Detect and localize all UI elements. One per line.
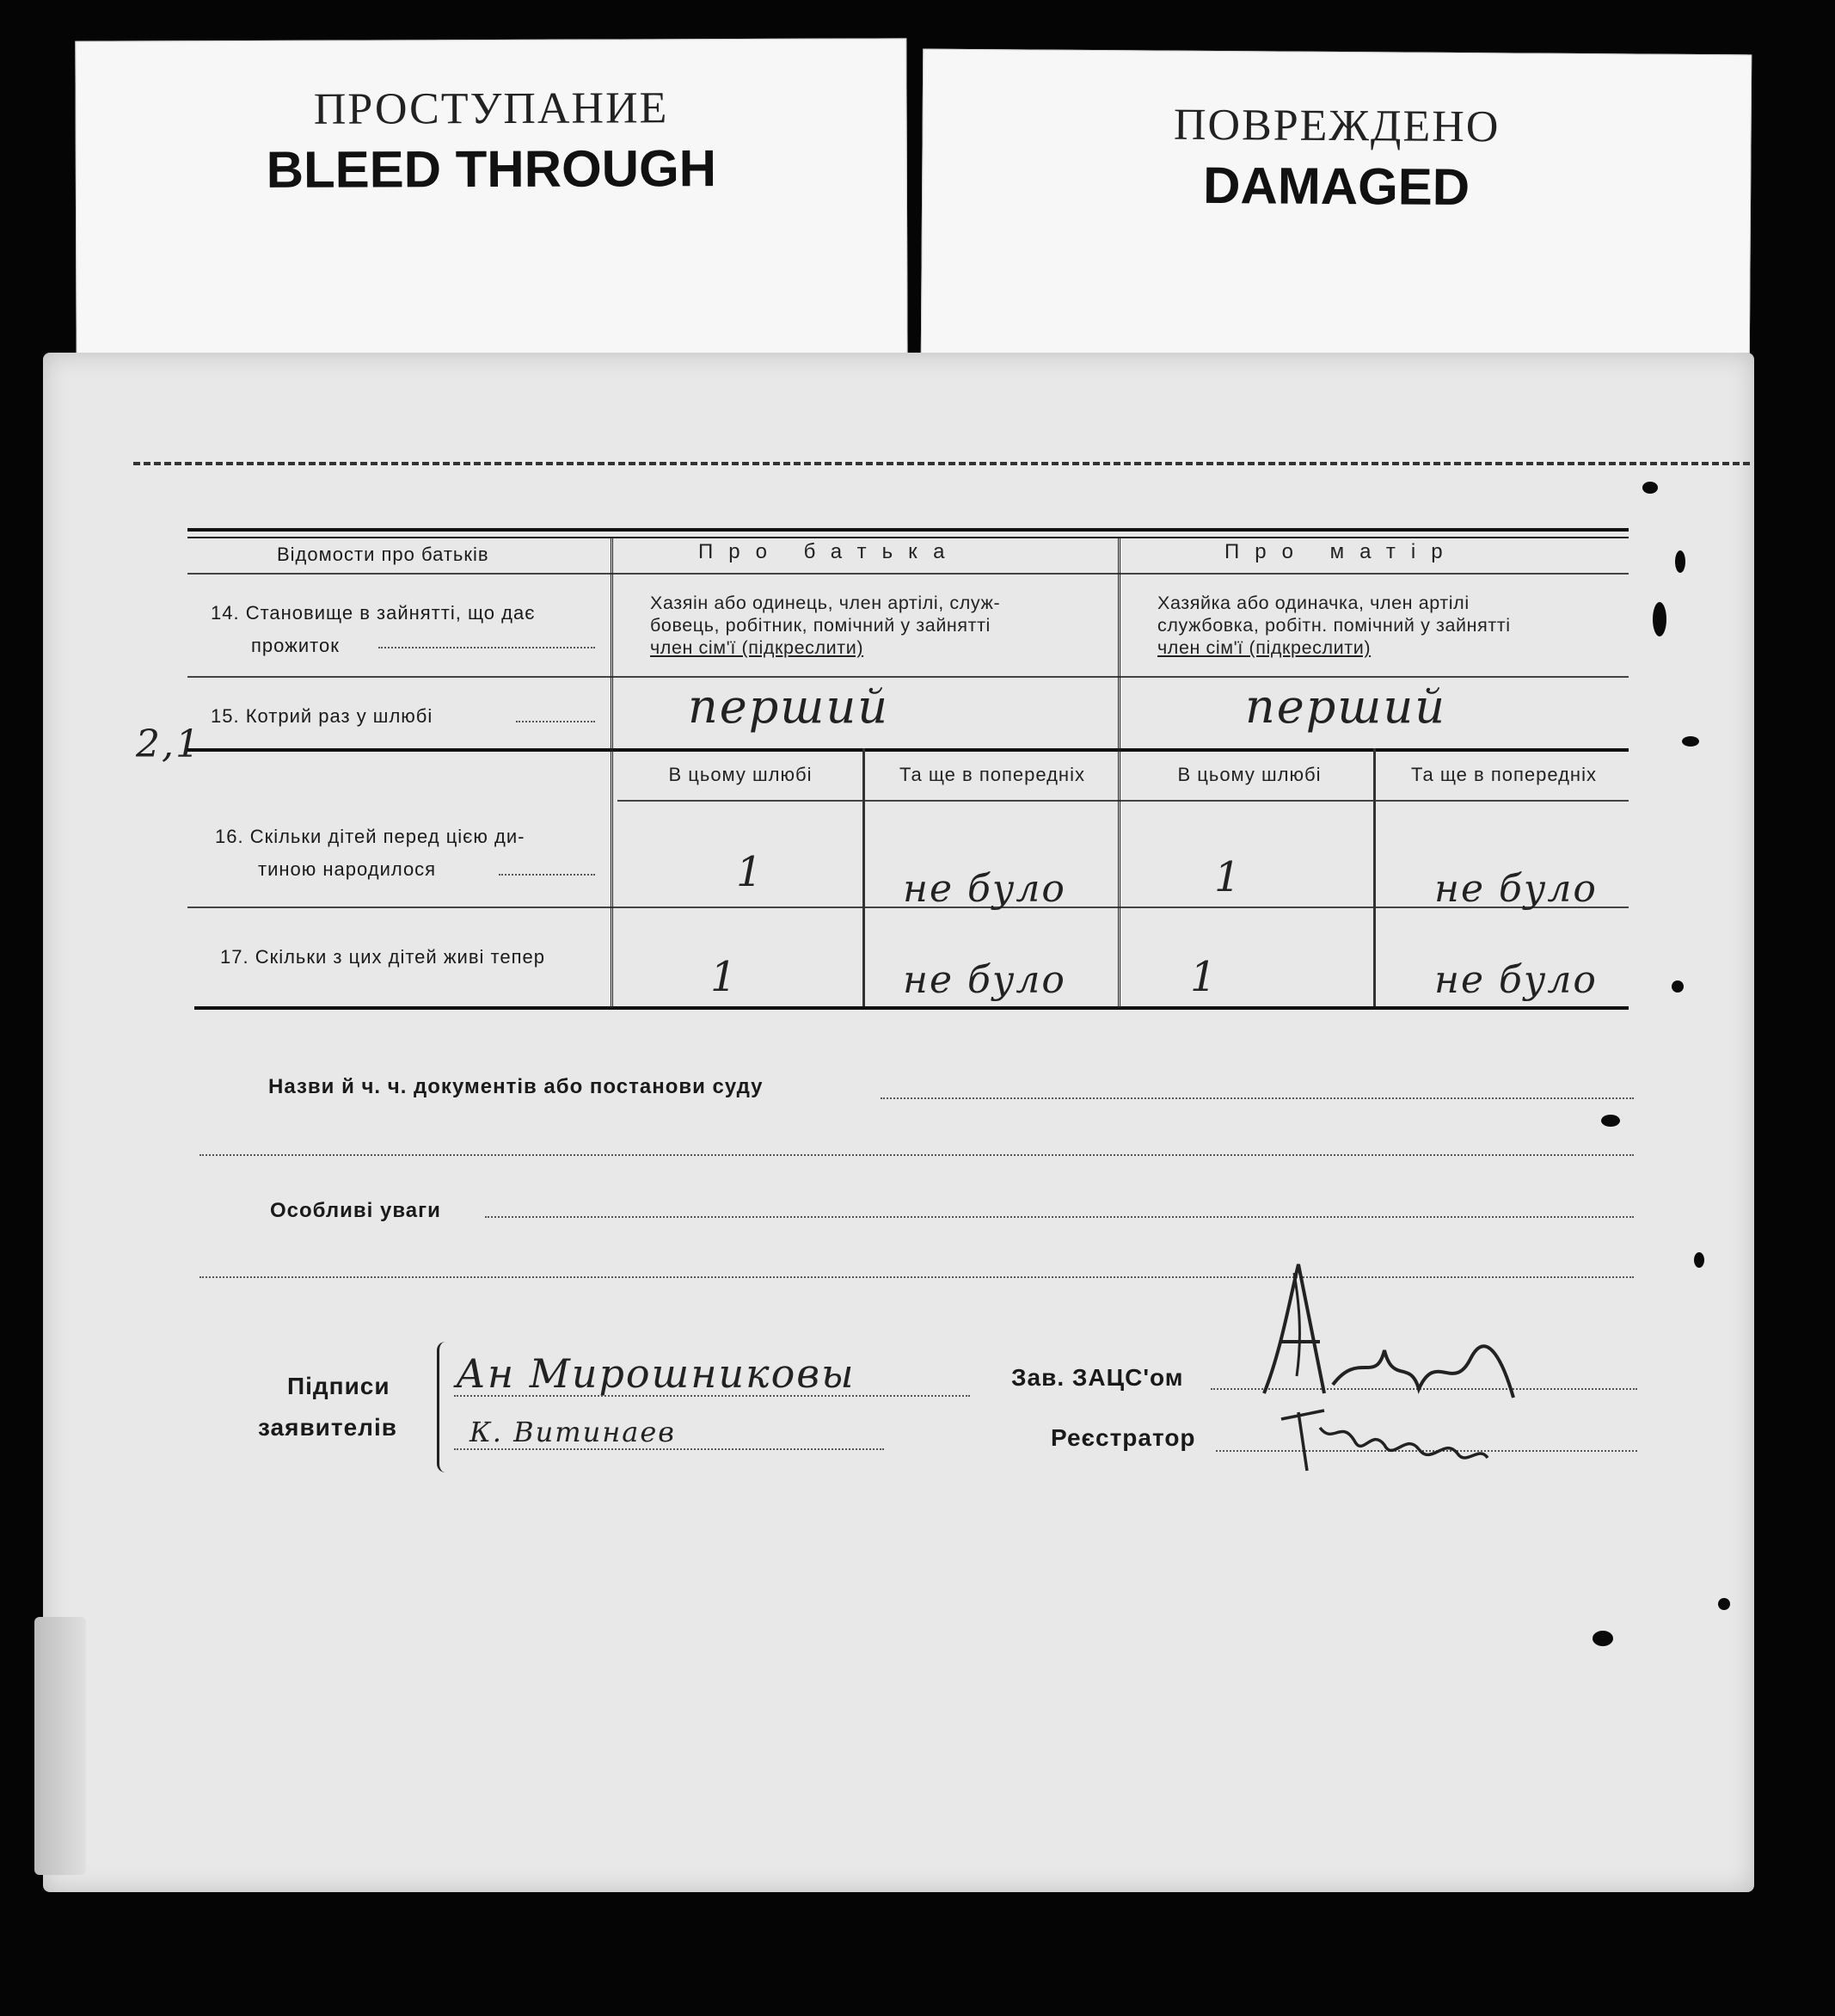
perforation-line: [133, 462, 1750, 465]
table-top-rule: [187, 528, 1629, 532]
damaged-en: DAMAGED: [1202, 156, 1470, 217]
damage-blot: [1718, 1598, 1730, 1610]
row16-leader: [499, 874, 595, 876]
row15-label: 15. Котрий раз у шлюбі: [211, 705, 433, 727]
row14-father-opt-1: Хазяін або одинець, член артілі, служ-: [650, 593, 1001, 613]
damage-blot: [1682, 736, 1699, 747]
col-divider-father: [862, 748, 865, 1006]
row16-father-prev: не було: [903, 867, 1066, 911]
row14-rule: [187, 676, 1629, 678]
applicants-label-1: Підписи: [287, 1373, 390, 1399]
row15-father-value: перший: [688, 679, 890, 734]
row14-label-2: прожиток: [251, 635, 340, 656]
applicant2-line: [454, 1448, 884, 1450]
damaged-ru: ПОВРЕЖДЕНО: [1173, 100, 1501, 152]
row17-father-prev: не було: [903, 958, 1066, 1002]
col-father-header: Про батька: [698, 540, 960, 563]
document-sheet: [43, 353, 1754, 1892]
applicant1-line: [454, 1395, 970, 1397]
subheader-father-prev: Та ще в попередніх: [899, 764, 1085, 785]
subheader-mother-prev: Та ще в попередніх: [1411, 764, 1597, 785]
damage-blot: [1694, 1252, 1704, 1268]
row17-mother-prev: не було: [1434, 958, 1598, 1002]
registrar-signature: [1273, 1393, 1496, 1488]
bleed-through-card: [75, 38, 907, 378]
col-divider-mother: [1373, 748, 1376, 1006]
row16-mother-prev: не було: [1434, 867, 1598, 911]
col-mother-header: Про матір: [1224, 540, 1458, 563]
damage-blot: [1601, 1115, 1620, 1127]
subheader-father-this: В цьому шлюбі: [668, 764, 813, 785]
row14-label-1: 14. Становище в зайнятті, що дає: [211, 602, 536, 624]
documents-line-2: [199, 1154, 1634, 1156]
row14-mother-opt-2: службовка, робітн. помічний у зайнятті: [1157, 615, 1511, 636]
row14-mother-opt-3: член сім'ї (підкреслити): [1157, 637, 1372, 658]
margin-mark: 2,1: [136, 722, 201, 766]
header-rule: [187, 573, 1629, 575]
row14-father-opt-3: член сім'ї (підкреслити): [650, 637, 864, 658]
damage-blot: [1675, 550, 1685, 573]
documents-label: Назви й ч. ч. документів або постанови суду: [268, 1075, 764, 1098]
documents-line-1: [881, 1097, 1634, 1099]
row17-label: 17. Скільки з цих дітей живі тепер: [220, 946, 545, 968]
row16-label-1: 16. Скільки дітей перед цією ди-: [215, 826, 525, 847]
damage-blot: [1672, 980, 1684, 993]
col-divider-label: [611, 537, 617, 1008]
row16-label-2: тиною народилося: [258, 858, 437, 880]
head-label: Зав. ЗАЦС'ом: [1011, 1364, 1184, 1391]
row15-mother-value: перший: [1245, 679, 1447, 734]
subheader-mother-this: В цьому шлюбі: [1177, 764, 1322, 785]
row16-mother-this: 1: [1214, 853, 1243, 901]
applicant2-signature: К. Витинаев: [469, 1416, 676, 1448]
bleed-through-ru: ПРОСТУПАНИЕ: [313, 83, 669, 134]
row14-mother-opt-1: Хазяйка або одиначка, член артілі: [1157, 593, 1470, 613]
remarks-line-1: [485, 1216, 1634, 1218]
row17-mother-this: 1: [1190, 953, 1218, 1001]
table-bottom-rule: [194, 1006, 1629, 1010]
applicants-label-2: заявителів: [258, 1414, 397, 1441]
row15-leader: [516, 721, 595, 722]
row15-rule: [187, 748, 1629, 752]
damage-blot: [1642, 482, 1658, 494]
row14-father-opt-2: бовець, робітник, помічний у зайнятті: [650, 615, 991, 636]
damaged-card: [921, 49, 1752, 366]
row16-father-this: 1: [736, 848, 764, 896]
damage-blot: [1593, 1631, 1613, 1646]
row17-father-this: 1: [710, 953, 739, 1001]
damage-blot: [1653, 602, 1666, 636]
row14-leader: [378, 647, 595, 648]
applicant1-signature: Ан Мирошниковы: [456, 1350, 856, 1397]
applicants-brace: [437, 1342, 455, 1472]
bleed-through-en: BLEED THROUGH: [266, 139, 717, 199]
header-label: Відомости про батьків: [277, 544, 489, 565]
registrar-label: Реєстратор: [1051, 1424, 1196, 1451]
remarks-label: Особливі уваги: [270, 1199, 441, 1222]
sheet-folded-edge: [34, 1617, 86, 1875]
table-top-rule-2: [187, 537, 1629, 538]
col-divider-parents: [1118, 537, 1124, 1008]
